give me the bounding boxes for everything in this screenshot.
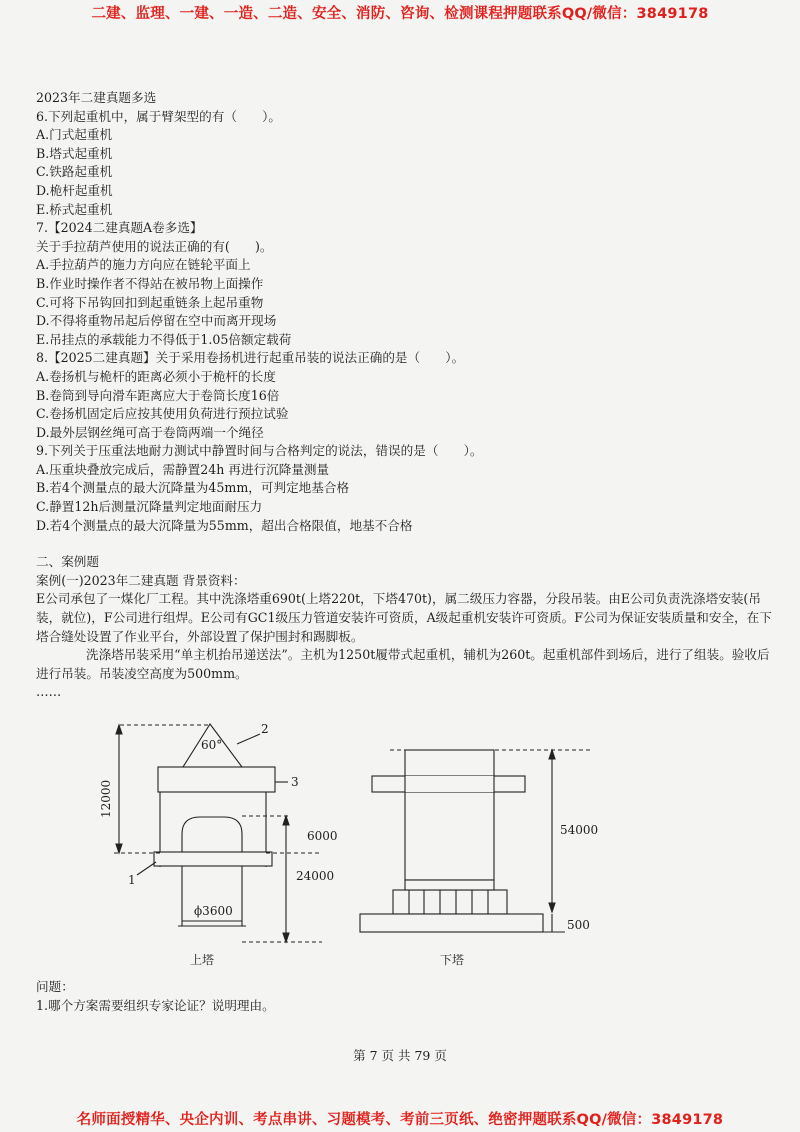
q7-option-e: E.吊挂点的承载能力不得低于1.05倍额定载荷 xyxy=(36,331,292,347)
case-section-title: 二、案例题 xyxy=(36,554,99,570)
q6-stem: 6.下列起重机中，属于臂架型的有（ ）。 xyxy=(36,108,281,124)
ground-slab xyxy=(360,914,543,932)
q9-option-d: D.若4个测量点的最大沉降量为55mm，超出合格限值，地基不合格 xyxy=(36,517,413,533)
case1-paragraph-1: E公司承包了一煤化厂工程。其中洗涤塔重690t(上塔220t，下塔470t)，属二级压力容器，分段吊装。由E公司负责洗涤塔安装(吊装，就位)，F公司进行组焊。E公司有GC1级压力管道安装许可资质，A级起重机安装许可资质。F公司为保证安装质量和安全，在下塔合缝处设置了作业平台，外部设置了保护围封和踢脚板。 xyxy=(36,591,772,644)
dim-12000-arrow-top xyxy=(116,725,122,734)
q8-option-a: A.卷扬机与桅杆的距离必须小于桅杆的长度 xyxy=(36,368,276,384)
dim-6000-label: 6000 xyxy=(307,829,338,843)
case1-ellipsis: …… xyxy=(36,684,62,700)
lifting-beam xyxy=(158,767,275,792)
foundation-blocks xyxy=(393,890,507,914)
q7-stem: 关于手拉葫芦使用的说法正确的有( )。 xyxy=(36,238,273,254)
dim-12000-label: 12000 xyxy=(99,779,113,818)
ring-band xyxy=(154,852,272,866)
dim-54000-arrow-top xyxy=(549,750,555,759)
page-footer: 第 7 页 共 79 页 xyxy=(353,1048,447,1063)
q7-tag: 7.【2024二建真题A卷多选】 xyxy=(36,220,203,236)
leader-1 xyxy=(137,862,156,875)
label-1: 1 xyxy=(128,873,136,887)
dim-54000-arrow-bottom xyxy=(549,903,555,912)
dim-54000-label: 54000 xyxy=(560,823,599,837)
angle-label: 60° xyxy=(201,738,223,752)
section-title: 2023年二建真题多选 xyxy=(36,90,157,105)
dim-12000-arrow-bottom xyxy=(116,844,122,853)
q6-option-e: E.桥式起重机 xyxy=(36,201,113,217)
tower-drawing xyxy=(90,714,610,976)
questions-area xyxy=(36,978,776,1015)
lower-tower-body xyxy=(405,750,494,880)
label-2: 2 xyxy=(261,722,269,736)
top-promo-banner: 二建、监理、一建、一造、二造、安全、消防、咨询、检测课程押题联系QQ/微信：3849178 xyxy=(91,6,709,22)
q7-option-c: C.可将下吊钩回扣到起重链条上起吊重物 xyxy=(36,294,264,310)
q6-option-b: B.塔式起重机 xyxy=(36,145,113,161)
q9-stem: 9.下列关于压重法地耐力测试中静置时间与合格判定的说法，错误的是（ ）。 xyxy=(36,443,483,459)
caption-upper: 上塔 xyxy=(190,953,215,967)
dim-24000-label: 24000 xyxy=(296,869,335,883)
questions-label: 问题： xyxy=(36,979,74,994)
q7-option-a: A.手拉葫芦的施力方向应在链轮平面上 xyxy=(36,257,251,273)
dim-500-label: 500 xyxy=(567,918,590,932)
dim-phi-label: ϕ3600 xyxy=(194,904,233,918)
q9-option-c: C.静置12h后测量沉降量判定地面耐压力 xyxy=(36,499,263,515)
bottom-promo-banner: 名师面授精华、央企内训、考点串讲、习题模考、考前三页纸、绝密押题联系QQ/微信：3849178 xyxy=(76,1112,724,1128)
q8-option-d: D.最外层钢丝绳可高于卷筒两端一个绳径 xyxy=(36,424,264,440)
q8-option-c: C.卷扬机固定后应按其使用负荷进行预拉试验 xyxy=(36,406,289,422)
dim-6000-arrow xyxy=(283,816,289,825)
platform-overlap xyxy=(405,776,494,792)
question-1: 1.哪个方案需要组织专家论证？说明理由。 xyxy=(36,997,275,1013)
questions-content xyxy=(36,89,776,702)
q7-option-d: D.不得将重物吊起后停留在空中而离开现场 xyxy=(36,313,277,329)
q7-option-b: B.作业时操作者不得站在被吊物上面操作 xyxy=(36,275,264,291)
dim-24000-arrow xyxy=(283,933,289,942)
case1-title: 案例(一)2023年二建真题 背景资料： xyxy=(36,572,246,588)
q6-option-a: A.门式起重机 xyxy=(36,127,113,143)
case1-paragraph-2: 洗涤塔吊装采用“单主机抬吊递送法”。主机为1250t履带式起重机，辅机为260t。起重机部件到场后，进行了组装。验收后进行吊装。吊装凌空高度为500mm。 xyxy=(36,647,770,681)
q9-option-b: B.若4个测量点的最大沉降量为45mm，可判定地基合格 xyxy=(36,480,350,496)
q6-option-d: D.桅杆起重机 xyxy=(36,182,113,198)
q6-option-c: C.铁路起重机 xyxy=(36,164,113,180)
caption-lower: 下塔 xyxy=(440,953,465,967)
q8-option-b: B.卷筒到导向滑车距离应大于卷筒长度16倍 xyxy=(36,387,280,403)
tower-lifting-figure xyxy=(90,714,610,976)
q8-stem: 8.【2025二建真题】关于采用卷扬机进行起重吊装的说法正确的是（ ）。 xyxy=(36,350,465,366)
leader-2 xyxy=(237,734,260,744)
tower-base-ring xyxy=(405,880,494,890)
label-3: 3 xyxy=(291,775,299,789)
q9-option-a: A.压重块叠放完成后，需静置24h 再进行沉降量测量 xyxy=(36,461,330,477)
